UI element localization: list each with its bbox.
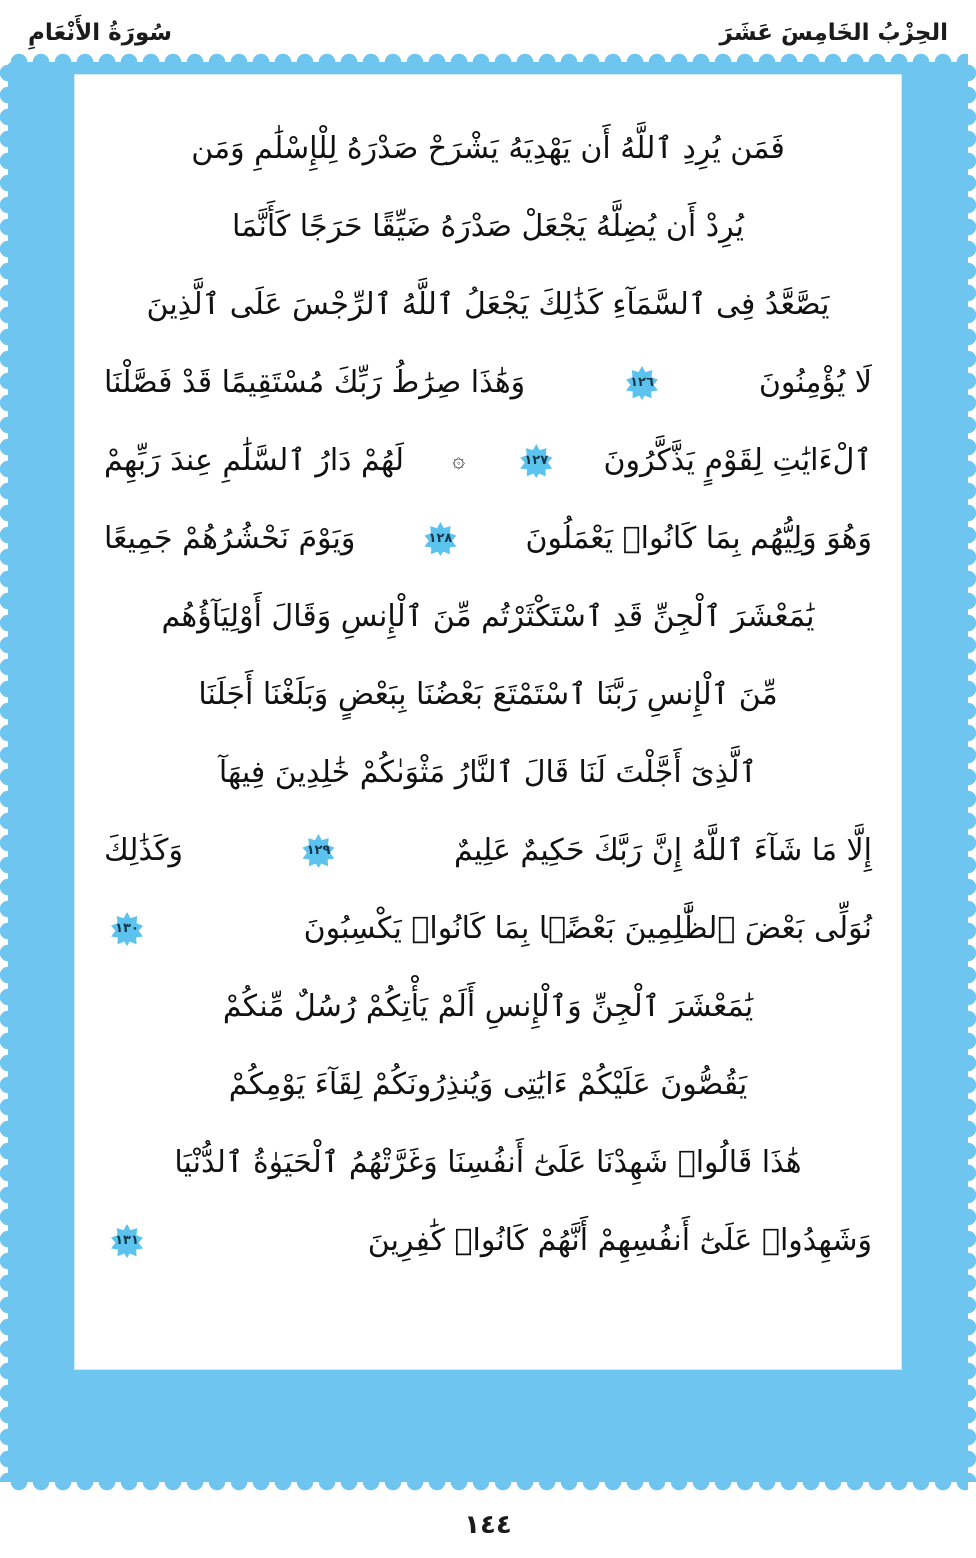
quran-line [104, 968, 872, 1046]
quran-line-text: ٱلَّذِىٓ أَجَّلْتَ لَنَا قَالَ ٱلنَّارُ مَثْوَىٰكُمْ خَٰلِدِينَ فِيهَآ [218, 755, 758, 790]
quran-line [104, 812, 872, 890]
quran-line-text: يَٰمَعْشَرَ ٱلْجِنِّ وَٱلْإِنسِ أَلَمْ يَأْتِكُمْ رُسُلٌ مِّنكُمْ [222, 989, 754, 1024]
ayah-number: ١٢٧ [524, 453, 549, 468]
frame-scallop-right [959, 62, 976, 1482]
surah-title: سُورَةُ الأَنْعَامِ [28, 20, 172, 46]
rub-el-hizb-icon: ۞ [452, 448, 466, 473]
quran-line-text: وَهُوَ وَلِيُّهُم بِمَا كَانُوا۟ يَعْمَلُونَ [525, 521, 872, 556]
quran-line-text: وَكَذَٰلِكَ [104, 833, 183, 868]
quran-line-text: يَقُصُّونَ عَلَيْكُمْ ءَايَٰتِى وَيُنذِرُونَكُمْ لِقَآءَ يَوْمِكُمْ [228, 1067, 748, 1102]
ayah-number-marker [301, 834, 335, 868]
quran-line-text: فَمَن يُرِدِ ٱللَّهُ أَن يَهْدِيَهُ يَشْرَحْ صَدْرَهُ لِلْإِسْلَٰمِ وَمَن [191, 131, 785, 166]
ayah-number-marker [110, 912, 144, 946]
quran-line-text: وَهَٰذَا صِرَٰطُ رَبِّكَ مُسْتَقِيمًا قَدْ فَصَّلْنَا [104, 365, 526, 400]
quran-line [104, 734, 872, 812]
frame-scallop-top [8, 53, 968, 71]
quran-line [104, 422, 872, 500]
quran-line-text: ٱلْءَايَٰتِ لِقَوْمٍ يَذَّكَّرُونَ [603, 443, 872, 478]
hizb-title: الحِزْبُ الخَامِسَ عَشَرَ [719, 20, 948, 46]
quran-line [104, 890, 872, 968]
quran-line-text: هَٰذَا قَالُوا۟ شَهِدْنَا عَلَىٰٓ أَنفُسِنَا وَغَرَّتْهُمُ ٱلْحَيَوٰةُ ٱلدُّنْيَا [174, 1145, 802, 1180]
page-footer [0, 1510, 976, 1540]
quran-line [104, 344, 872, 422]
quran-line-text: إِلَّا مَا شَآءَ ٱللَّهُ إِنَّ رَبَّكَ حَكِيمٌ عَلِيمٌ [454, 833, 872, 868]
quran-line [104, 1202, 872, 1280]
frame-scallop-left [0, 62, 17, 1482]
quran-line [104, 1124, 872, 1202]
quran-line-text: مِّنَ ٱلْإِنسِ رَبَّنَا ٱسْتَمْتَعَ بَعْضُنَا بِبَعْضٍ وَبَلَغْنَا أَجَلَنَا [198, 677, 778, 712]
quran-line [104, 656, 872, 734]
ayah-number: ١٢٦ [630, 375, 654, 390]
quran-line [104, 110, 872, 188]
ayah-number-marker [110, 1224, 144, 1258]
quran-line [104, 578, 872, 656]
quran-text-body [86, 86, 890, 1358]
ayah-number: ١٢٨ [428, 531, 453, 546]
frame-scallop-bottom [8, 1473, 968, 1491]
quran-line-text: لَا يُؤْمِنُونَ [758, 365, 872, 400]
page-header [28, 10, 948, 56]
quran-line-text: وَيَوْمَ نَحْشُرُهُمْ جَمِيعًا [104, 521, 356, 556]
quran-line-text: لَهُمْ دَارُ ٱلسَّلَٰمِ عِندَ رَبِّهِمْ [104, 443, 404, 478]
quran-line-text: نُوَلِّى بَعْضَ ٱلظَّٰلِمِينَ بَعْضًۢا بِمَا كَانُوا۟ يَكْسِبُونَ [303, 911, 872, 946]
quran-line [104, 500, 872, 578]
ayah-number-marker [423, 522, 457, 556]
quran-line-text: يَصَّعَّدُ فِى ٱلسَّمَآءِ كَذَٰلِكَ يَجْعَلُ ٱللَّهُ ٱلرِّجْسَ عَلَى ٱلَّذِينَ [146, 287, 830, 322]
quran-line [104, 266, 872, 344]
quran-line-text: يُرِدْ أَن يُضِلَّهُ يَجْعَلْ صَدْرَهُ ضَيِّقًا حَرَجًا كَأَنَّمَا [232, 209, 744, 244]
ayah-number: ١٣١ [115, 1233, 139, 1248]
ayah-number: ١٣٠ [115, 921, 139, 936]
ayah-number-marker [625, 366, 659, 400]
quran-line-text: وَشَهِدُوا۟ عَلَىٰٓ أَنفُسِهِمْ أَنَّهُمْ كَانُوا۟ كَٰفِرِينَ [367, 1223, 872, 1258]
page-number: ١٤٤ [464, 1510, 512, 1540]
ayah-number-marker [519, 444, 553, 478]
quran-line [104, 188, 872, 266]
quran-line [104, 1046, 872, 1124]
quran-line-text: يَٰمَعْشَرَ ٱلْجِنِّ قَدِ ٱسْتَكْثَرْتُم مِّنَ ٱلْإِنسِ وَقَالَ أَوْلِيَآؤُهُم [161, 599, 815, 634]
ayah-number: ١٢٩ [306, 843, 331, 858]
